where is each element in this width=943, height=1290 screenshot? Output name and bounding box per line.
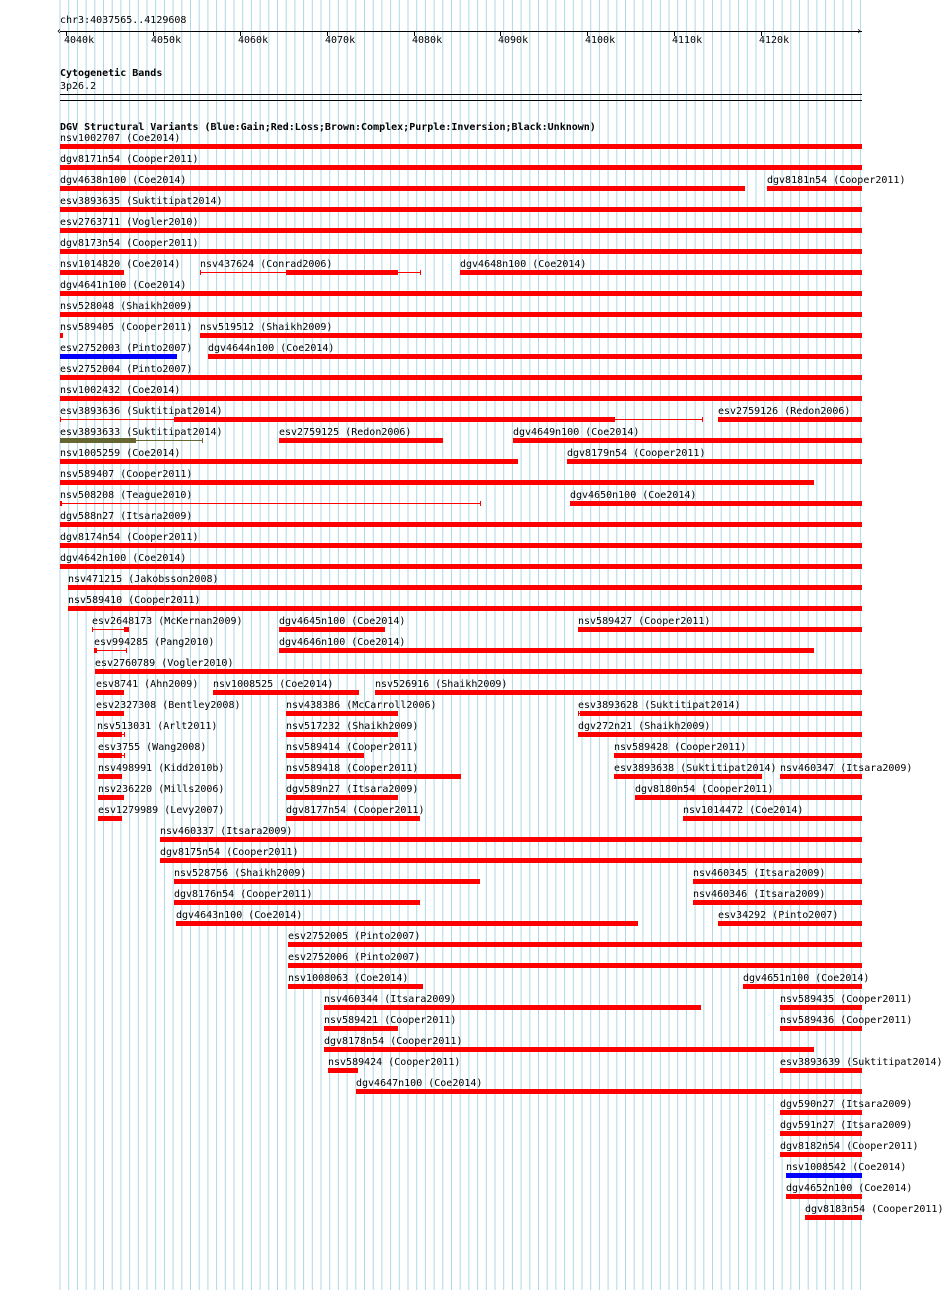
variant-bar[interactable] <box>174 900 420 905</box>
variant-bar[interactable] <box>743 984 862 989</box>
variant-bar[interactable] <box>279 648 814 653</box>
variant-bar[interactable] <box>176 921 638 926</box>
variant-label[interactable]: dgv4651n100 (Coe2014) <box>743 973 870 984</box>
variant-range-cap <box>60 417 61 422</box>
variant-label[interactable]: nsv589405 (Cooper2011) <box>60 322 193 333</box>
variant-label[interactable]: nsv1014472 (Coe2014) <box>683 805 804 816</box>
variant-label[interactable]: dgv8173n54 (Cooper2011) <box>60 238 199 249</box>
variant-label[interactable]: dgv589n27 (Itsara2009) <box>286 784 419 795</box>
variant-bar[interactable] <box>97 732 122 737</box>
ruler-tick-label: 4120k <box>759 35 790 46</box>
variant-label[interactable]: nsv508208 (Teague2010) <box>60 490 193 501</box>
variant-label[interactable]: esv3893633 (Suktitipat2014) <box>60 427 223 438</box>
variant-label[interactable]: nsv589435 (Cooper2011) <box>780 994 913 1005</box>
variant-bar[interactable] <box>614 774 762 779</box>
variant-bar[interactable] <box>570 501 862 506</box>
variant-label[interactable]: nsv1008542 (Coe2014) <box>786 1162 907 1173</box>
variant-range-whisker <box>92 629 128 630</box>
variant-label[interactable]: esv2759126 (Redon2006) <box>718 406 851 417</box>
variant-bar[interactable] <box>208 354 862 359</box>
variant-label[interactable]: esv8741 (Ahn2009) <box>96 679 199 690</box>
variant-bar[interactable] <box>60 312 862 317</box>
variant-bar[interactable] <box>288 942 862 947</box>
variant-bar[interactable] <box>98 774 122 779</box>
variant-bar[interactable] <box>286 795 398 800</box>
variant-bar[interactable] <box>96 690 124 695</box>
variant-label[interactable]: esv3755 (Wang2008) <box>98 742 207 753</box>
variant-range-cap <box>92 627 93 632</box>
variant-bar[interactable] <box>288 984 423 989</box>
variant-bar[interactable] <box>60 354 177 359</box>
variant-bar[interactable] <box>96 711 124 716</box>
variant-bar[interactable] <box>780 1026 862 1031</box>
variant-label[interactable]: dgv591n27 (Itsara2009) <box>780 1120 913 1131</box>
variant-label[interactable]: dgv4643n100 (Coe2014) <box>176 910 303 921</box>
variant-bar[interactable] <box>95 669 862 674</box>
ruler-tick-label: 4040k <box>64 35 95 46</box>
variant-bar[interactable] <box>60 186 745 191</box>
cytoband-line-top <box>60 94 862 95</box>
variant-label[interactable]: dgv8171n54 (Cooper2011) <box>60 154 199 165</box>
variant-label[interactable]: nsv438386 (McCarroll2006) <box>286 700 437 711</box>
variant-label[interactable]: esv2648173 (McKernan2009) <box>92 616 243 627</box>
variant-label[interactable]: esv3893628 (Suktitipat2014) <box>578 700 741 711</box>
variant-bar[interactable] <box>68 606 862 611</box>
variant-label[interactable]: nsv1005259 (Coe2014) <box>60 448 181 459</box>
variant-label[interactable]: esv3893635 (Suktitipat2014) <box>60 196 223 207</box>
locus-label: chr3:4037565..4129608 <box>60 15 187 26</box>
variant-bar[interactable] <box>174 417 615 422</box>
variant-label[interactable]: nsv526916 (Shaikh2009) <box>375 679 508 690</box>
variant-label[interactable]: dgv4642n100 (Coe2014) <box>60 553 187 564</box>
variant-bar[interactable] <box>328 1068 358 1073</box>
variant-bar[interactable] <box>60 333 63 338</box>
variant-bar[interactable] <box>324 1005 701 1010</box>
variant-bar[interactable] <box>567 459 862 464</box>
cytoband-label: 3p26.2 <box>60 81 97 92</box>
variant-bar[interactable] <box>60 228 862 233</box>
variant-label[interactable]: esv3893636 (Suktitipat2014) <box>60 406 223 417</box>
variant-label[interactable]: dgv4645n100 (Coe2014) <box>279 616 406 627</box>
variant-label[interactable]: nsv460337 (Itsara2009) <box>160 826 293 837</box>
variant-label[interactable]: esv2752003 (Pinto2007) <box>60 343 193 354</box>
variant-label[interactable]: esv2752006 (Pinto2007) <box>288 952 421 963</box>
variant-bar[interactable] <box>60 522 862 527</box>
variant-label[interactable]: dgv8182n54 (Cooper2011) <box>780 1141 919 1152</box>
variant-bar[interactable] <box>288 963 862 968</box>
ruler-arrow-left: ‹ <box>56 26 63 37</box>
variant-label[interactable]: nsv589421 (Cooper2011) <box>324 1015 457 1026</box>
variant-bar[interactable] <box>693 900 862 905</box>
variant-bar[interactable] <box>160 858 862 863</box>
variant-bar[interactable] <box>279 438 443 443</box>
variant-bar[interactable] <box>286 774 461 779</box>
variant-bar[interactable] <box>324 1026 398 1031</box>
variant-bar[interactable] <box>780 1068 862 1073</box>
variant-label[interactable]: nsv528756 (Shaikh2009) <box>174 868 307 879</box>
dgv-track-title: DGV Structural Variants (Blue:Gain;Red:Loss;Brown:Complex;Purple:Inversion;Black:Unknown) <box>60 122 596 133</box>
variant-label[interactable]: nsv460346 (Itsara2009) <box>693 889 826 900</box>
variant-label[interactable]: nsv589436 (Cooper2011) <box>780 1015 913 1026</box>
ruler-tick-label: 4060k <box>238 35 269 46</box>
cytoband-line-bottom <box>60 100 862 101</box>
variant-label[interactable]: nsv517232 (Shaikh2009) <box>286 721 419 732</box>
variant-label[interactable]: nsv519512 (Shaikh2009) <box>200 322 333 333</box>
variant-range-cap <box>124 732 125 737</box>
variant-label[interactable]: esv3893639 (Suktitipat2014) <box>780 1057 943 1068</box>
variant-bar[interactable] <box>635 795 862 800</box>
variant-range-cap <box>128 627 129 632</box>
variant-bar[interactable] <box>160 837 862 842</box>
variant-label[interactable]: nsv589427 (Cooper2011) <box>578 616 711 627</box>
variant-label[interactable]: nsv236220 (Mills2006) <box>98 784 225 795</box>
ruler-tick-label: 4070k <box>325 35 356 46</box>
variant-label[interactable]: esv2763711 (Vogler2010) <box>60 217 199 228</box>
variant-label[interactable]: nsv589418 (Cooper2011) <box>286 763 419 774</box>
variant-bar[interactable] <box>60 291 862 296</box>
variant-range-cap <box>480 501 481 506</box>
variant-range-cap <box>126 648 127 653</box>
variant-label[interactable]: dgv8178n54 (Cooper2011) <box>324 1036 463 1047</box>
variant-bar[interactable] <box>614 753 862 758</box>
variant-bar[interactable] <box>286 711 398 716</box>
variant-label[interactable]: dgv8183n54 (Cooper2011) <box>805 1204 943 1215</box>
variant-bar[interactable] <box>286 270 398 275</box>
variant-bar[interactable] <box>60 480 814 485</box>
variant-range-cap <box>420 270 421 275</box>
variant-label[interactable]: dgv588n27 (Itsara2009) <box>60 511 193 522</box>
variant-label[interactable]: nsv498991 (Kidd2010b) <box>98 763 225 774</box>
variant-bar[interactable] <box>805 1215 862 1220</box>
ruler-arrow-right: › <box>856 26 863 37</box>
variant-label[interactable]: esv1279989 (Levy2007) <box>98 805 225 816</box>
ruler-tick-label: 4080k <box>412 35 443 46</box>
variant-bar[interactable] <box>60 459 518 464</box>
variant-bar[interactable] <box>780 774 862 779</box>
variant-label[interactable]: nsv513031 (Arlt2011) <box>97 721 218 732</box>
variant-label[interactable]: dgv4649n100 (Coe2014) <box>513 427 640 438</box>
variant-label[interactable]: dgv4647n100 (Coe2014) <box>356 1078 483 1089</box>
variant-label[interactable]: dgv8179n54 (Cooper2011) <box>567 448 706 459</box>
variant-bar[interactable] <box>767 186 862 191</box>
variant-bar[interactable] <box>60 438 136 443</box>
variant-bar[interactable] <box>718 417 862 422</box>
variant-label[interactable]: dgv8174n54 (Cooper2011) <box>60 532 199 543</box>
variant-label[interactable]: nsv471215 (Jakobsson2008) <box>68 574 219 585</box>
variant-label[interactable]: dgv272n21 (Shaikh2009) <box>578 721 711 732</box>
variant-label[interactable]: nsv589407 (Cooper2011) <box>60 469 193 480</box>
variant-bar[interactable] <box>60 396 862 401</box>
variant-range-cap <box>124 753 125 758</box>
variant-bar[interactable] <box>200 333 862 338</box>
variant-label[interactable]: esv2327308 (Bentley2008) <box>96 700 241 711</box>
variant-bar[interactable] <box>98 795 124 800</box>
variant-label[interactable]: nsv589428 (Cooper2011) <box>614 742 747 753</box>
variant-bar[interactable] <box>213 690 359 695</box>
variant-bar[interactable] <box>60 270 124 275</box>
variant-range-whisker <box>60 503 480 504</box>
variant-bar[interactable] <box>460 270 862 275</box>
variant-bar[interactable] <box>60 207 862 212</box>
variant-bar[interactable] <box>578 627 862 632</box>
variant-label[interactable]: nsv589424 (Cooper2011) <box>328 1057 461 1068</box>
variant-label[interactable]: dgv4644n100 (Coe2014) <box>208 343 335 354</box>
variant-bar[interactable] <box>98 816 122 821</box>
variant-label[interactable]: dgv4641n100 (Coe2014) <box>60 280 187 291</box>
variant-range-cap <box>202 438 203 443</box>
variant-bar[interactable] <box>60 165 862 170</box>
variant-label[interactable]: nsv1002707 (Coe2014) <box>60 133 181 144</box>
variant-bar[interactable] <box>286 732 398 737</box>
variant-bar[interactable] <box>780 1110 862 1115</box>
variant-label[interactable]: dgv4646n100 (Coe2014) <box>279 637 406 648</box>
variant-label[interactable]: dgv8175n54 (Cooper2011) <box>160 847 299 858</box>
variant-bar[interactable] <box>693 879 862 884</box>
variant-label[interactable]: nsv528048 (Shaikh2009) <box>60 301 193 312</box>
variant-label[interactable]: dgv4648n100 (Coe2014) <box>460 259 587 270</box>
variant-label[interactable]: dgv590n27 (Itsara2009) <box>780 1099 913 1110</box>
variant-range-cap <box>200 270 201 275</box>
variant-label[interactable]: dgv8181n54 (Cooper2011) <box>767 175 906 186</box>
variant-bar[interactable] <box>60 249 862 254</box>
ruler-tick-label: 4090k <box>498 35 529 46</box>
variant-range-cap <box>702 417 703 422</box>
variant-label[interactable]: dgv4652n100 (Coe2014) <box>786 1183 913 1194</box>
variant-label[interactable]: nsv1002432 (Coe2014) <box>60 385 181 396</box>
variant-label[interactable]: esv2759125 (Redon2006) <box>279 427 412 438</box>
variant-label[interactable]: dgv8180n54 (Cooper2011) <box>635 784 774 795</box>
variant-label[interactable]: esv994285 (Pang2010) <box>94 637 215 648</box>
variant-label[interactable]: dgv4638n100 (Coe2014) <box>60 175 187 186</box>
variant-bar[interactable] <box>780 1152 862 1157</box>
ruler-tick-label: 4050k <box>151 35 182 46</box>
variant-label[interactable]: nsv1008525 (Coe2014) <box>213 679 334 690</box>
ruler-tick-label: 4100k <box>585 35 616 46</box>
variant-label[interactable]: nsv460347 (Itsara2009) <box>780 763 913 774</box>
variant-range-whisker <box>94 650 126 651</box>
variant-bar[interactable] <box>174 879 480 884</box>
variant-label[interactable]: nsv589410 (Cooper2011) <box>68 595 201 606</box>
variant-label[interactable]: dgv8177n54 (Cooper2011) <box>286 805 425 816</box>
variant-bar[interactable] <box>513 438 862 443</box>
variant-label[interactable]: dgv8176n54 (Cooper2011) <box>174 889 313 900</box>
ruler-tick-label: 4110k <box>672 35 703 46</box>
variant-label[interactable]: nsv460345 (Itsara2009) <box>693 868 826 879</box>
variant-bar[interactable] <box>60 144 862 149</box>
variant-label[interactable]: esv2760789 (Vogler2010) <box>95 658 234 669</box>
variant-bar[interactable] <box>786 1194 862 1199</box>
variant-bar[interactable] <box>60 564 862 569</box>
variant-bar[interactable] <box>786 1173 862 1178</box>
variant-bar[interactable] <box>279 627 385 632</box>
variant-range-cap <box>578 711 579 716</box>
variant-bar[interactable] <box>94 648 97 653</box>
variant-label[interactable]: nsv1014820 (Coe2014) <box>60 259 181 270</box>
variant-bar[interactable] <box>780 1005 862 1010</box>
variant-bar[interactable] <box>124 627 128 632</box>
variant-label[interactable]: esv3893638 (Suktitipat2014) <box>614 763 777 774</box>
variant-bar[interactable] <box>60 543 862 548</box>
variant-bar[interactable] <box>356 1089 862 1094</box>
variant-bar[interactable] <box>98 753 122 758</box>
variant-label[interactable]: nsv589414 (Cooper2011) <box>286 742 419 753</box>
variant-bar[interactable] <box>286 816 420 821</box>
variant-bar[interactable] <box>718 921 862 926</box>
variant-bar[interactable] <box>286 753 364 758</box>
variant-bar[interactable] <box>324 1047 814 1052</box>
variant-bar[interactable] <box>375 690 862 695</box>
variant-bar[interactable] <box>68 585 862 590</box>
variant-label[interactable]: dgv4650n100 (Coe2014) <box>570 490 697 501</box>
ruler-axis-line <box>60 31 862 32</box>
variant-label[interactable]: nsv437624 (Conrad2006) <box>200 259 333 270</box>
variant-label[interactable]: nsv460344 (Itsara2009) <box>324 994 457 1005</box>
variant-bar[interactable] <box>580 711 862 716</box>
variant-label[interactable]: esv2752004 (Pinto2007) <box>60 364 193 375</box>
variant-bar[interactable] <box>60 375 862 380</box>
cytoband-track-title: Cytogenetic Bands <box>60 68 163 79</box>
variant-label[interactable]: nsv1008063 (Coe2014) <box>288 973 409 984</box>
variant-label[interactable]: esv2752005 (Pinto2007) <box>288 931 421 942</box>
variant-label[interactable]: esv34292 (Pinto2007) <box>718 910 839 921</box>
variant-bar[interactable] <box>60 501 62 506</box>
variant-bar[interactable] <box>780 1131 862 1136</box>
variant-bar[interactable] <box>578 732 862 737</box>
variant-bar[interactable] <box>683 816 862 821</box>
